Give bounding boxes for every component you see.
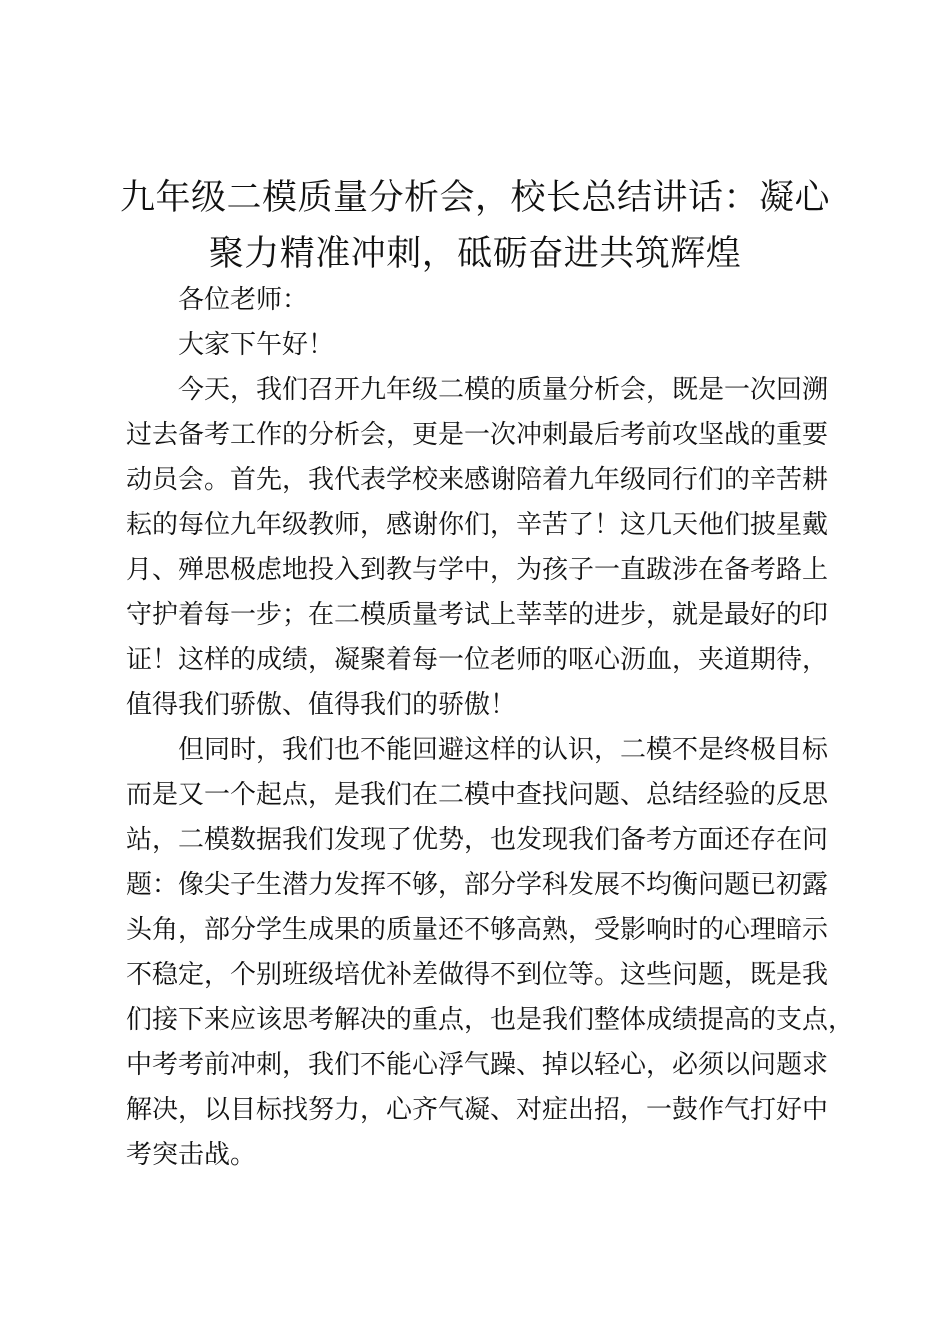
document-body [126, 278, 855, 1178]
paragraph-1-line: 月、殚思极虑地投入到教与学中，为孩子一直跋涉在备考路上 [126, 555, 829, 585]
title-line-2: 聚力精准冲刺，砥砺奋进共筑辉煌 [208, 234, 742, 274]
paragraph-2-line: 考突击战。 [126, 1140, 257, 1170]
paragraph-2-line: 头角，部分学生成果的质量还不够高熟，受影响时的心理暗示 [126, 915, 829, 945]
paragraph-1-line: 守护着每一步；在二模质量考试上莘莘的进步，就是最好的印 [126, 600, 829, 630]
paragraph-2-line: 题：像尖子生潜力发挥不够，部分学科发展不均衡问题已初露 [126, 870, 829, 900]
title-line-1: 九年级二模质量分析会，校长总结讲话：凝心 [119, 178, 830, 218]
paragraph-1-line: 动员会。首先，我代表学校来感谢陪着九年级同行们的辛苦耕 [126, 465, 829, 495]
document-title [100, 170, 850, 282]
paragraph-1-line: 值得我们骄傲、值得我们的骄傲！ [126, 690, 517, 720]
paragraph-2-line: 们接下来应该思考解决的重点，也是我们整体成绩提高的支点， [126, 1005, 855, 1035]
paragraph-1-line: 过去备考工作的分析会，更是一次冲刺最后考前攻坚战的重要 [126, 420, 829, 450]
paragraph-2-line: 但同时，我们也不能回避这样的认识，二模不是终极目标 [178, 735, 829, 765]
greeting: 大家下午好！ [178, 330, 335, 360]
paragraph-1-line: 证！这样的成绩，凝聚着每一位老师的呕心沥血，夹道期待， [126, 645, 829, 675]
paragraph-2-line: 而是又一个起点，是我们在二模中查找问题、总结经验的反思 [126, 780, 829, 810]
paragraph-2-line: 中考考前冲刺，我们不能心浮气躁、掉以轻心，必须以问题求 [126, 1050, 829, 1080]
paragraph-2-line: 不稳定，个别班级培优补差做得不到位等。这些问题，既是我 [126, 960, 829, 990]
paragraph-1-line: 耘的每位九年级教师，感谢你们，辛苦了！这几天他们披星戴 [126, 510, 829, 540]
paragraph-2-line: 站，二模数据我们发现了优势，也发现我们备考方面还存在问 [126, 825, 829, 855]
paragraph-2-line: 解决，以目标找努力，心齐气凝、对症出招，一鼓作气打好中 [126, 1095, 829, 1125]
paragraph-1-line: 今天，我们召开九年级二模的质量分析会，既是一次回溯 [178, 375, 829, 405]
salutation: 各位老师： [178, 285, 309, 315]
